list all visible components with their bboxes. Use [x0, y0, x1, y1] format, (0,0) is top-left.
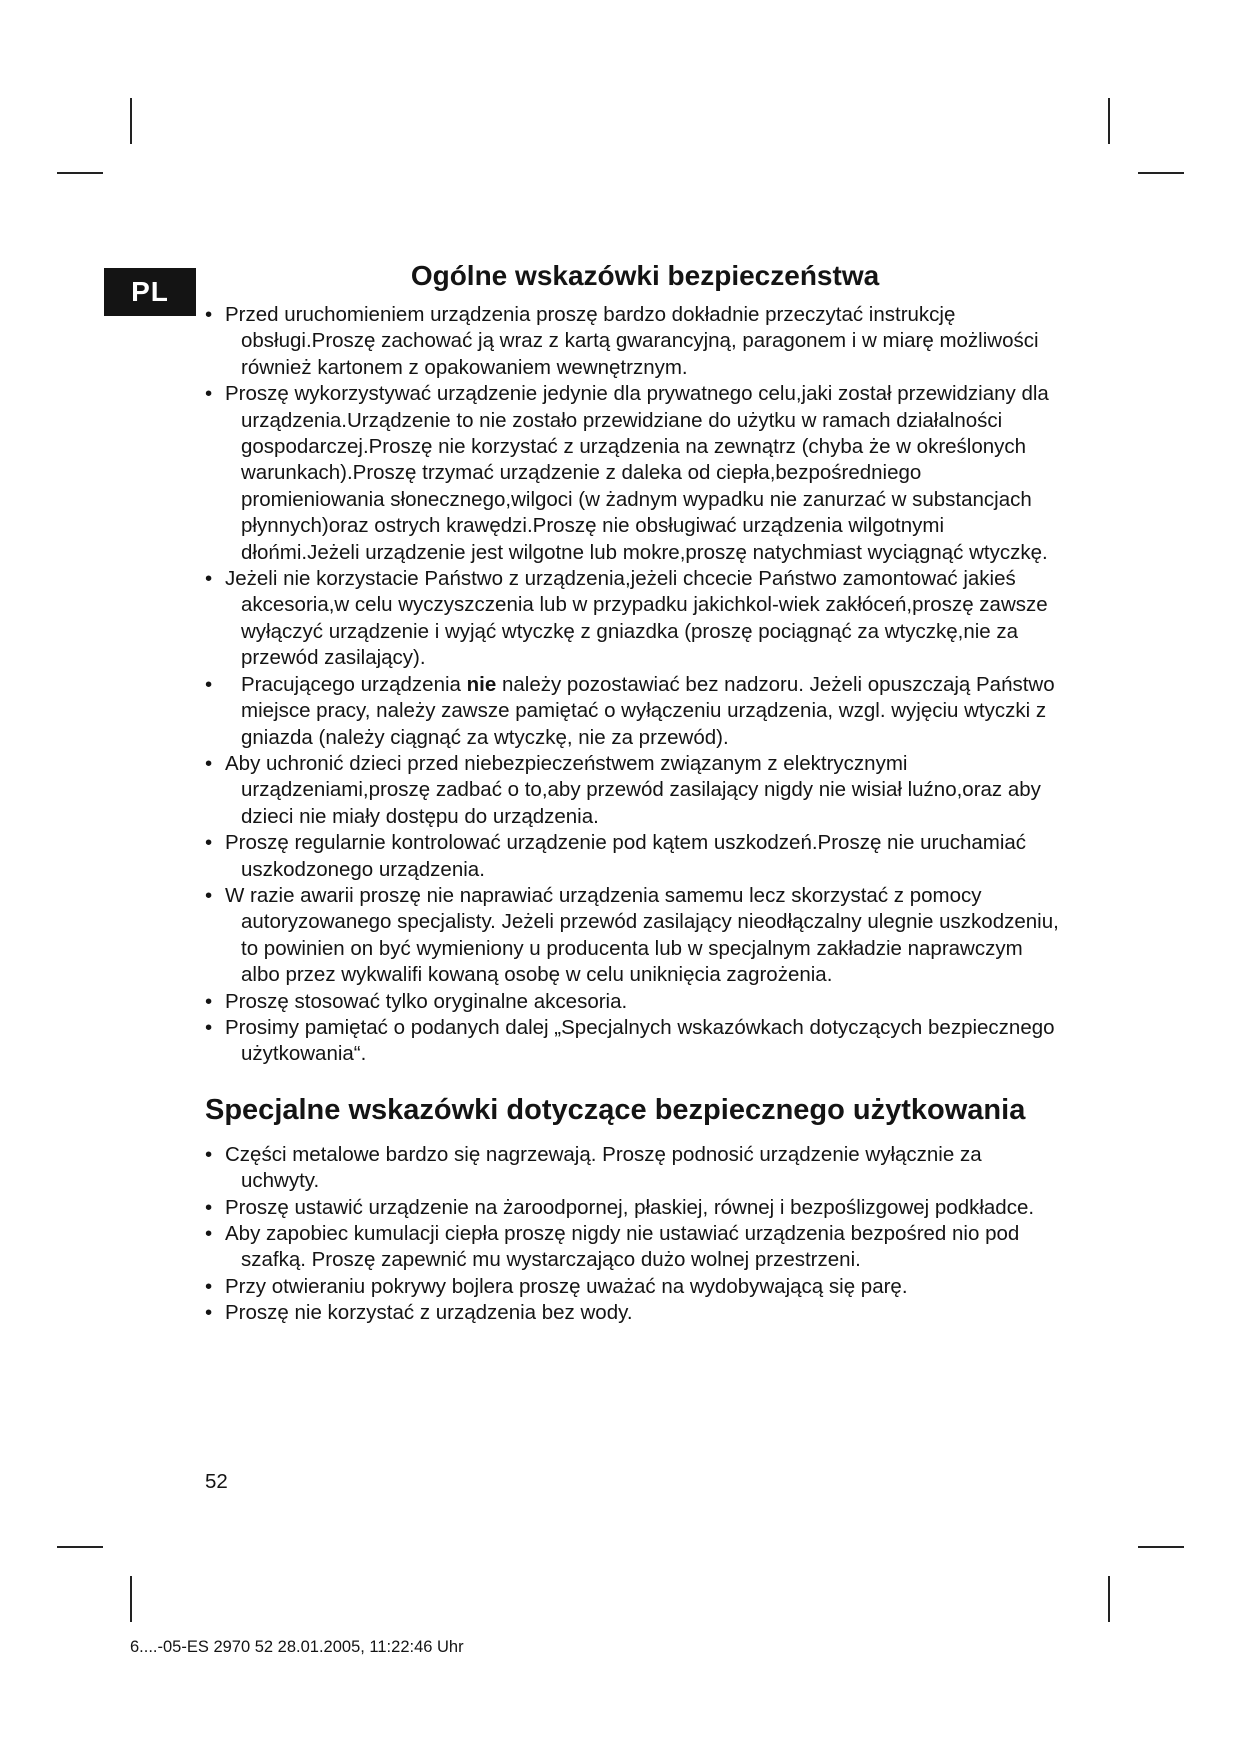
list-item: • Jeżeli nie korzystacie Państwo z urządzenia,jeżeli chcecie Państwo zamontować jakieś akcesoria,w celu wyczyszczenia lub w przypadku jakichkol-wiek zakłóceń,proszę zawsze wyłączyć urządzenie i wyjąć wtyczkę z gniazdka (proszę pociągnąć za wtyczkę,nie za przewód zasilający).: [205, 566, 1065, 672]
list-item: • Przed uruchomieniem urządzenia proszę bardzo dokładnie przeczytać instrukcję obsługi.Proszę zachować ją wraz z kartą gwarancyjną, paragonem i w miarę możliwości również kartonem z opakowaniem wewnętrznym.: [205, 302, 1065, 381]
crop-mark-top-right-v: [1108, 98, 1110, 144]
section-title-special-safety: Specjalne wskazówki dotyczące bezpiecznego użytkowania: [205, 1093, 1026, 1126]
list-item: • Części metalowe bardzo się nagrzewają. Proszę podnosić urządzenie wyłącznie za uchwyty.: [205, 1142, 1065, 1195]
list-item: • Proszę nie korzystać z urządzenia bez wody.: [205, 1300, 1065, 1326]
emphasis-nie: nie: [466, 672, 497, 696]
list-item: • W razie awarii proszę nie naprawiać urządzenia samemu lecz skorzystać z pomocy autoryzowanego specjalisty. Jeżeli przewód zasilający nieodłączalny ulegnie uszkodzeniu, to powinien on być wymieniony u producenta lub w specjalnym zakładzie naprawczym albo przez wykwalifi kowaną osobę w celu uniknięcia zagrożenia.: [205, 883, 1065, 989]
list-item: • Aby zapobiec kumulacji ciepła proszę nigdy nie ustawiać urządzenia bezpośred nio pod szafką. Proszę zapewnić mu wystarczająco dużo wolnej przestrzeni.: [205, 1221, 1065, 1274]
print-footer: 6....-05-ES 2970 52 28.01.2005, 11:22:46 Uhr: [130, 1638, 464, 1656]
crop-mark-top-left-v: [130, 98, 132, 144]
list-item: • Prosimy pamiętać o podanych dalej „Specjalnych wskazówkach dotyczących bezpiecznego użytkowania“.: [205, 1015, 1065, 1068]
crop-mark-bottom-right-h: [1138, 1546, 1184, 1548]
special-safety-list: [205, 1142, 1065, 1327]
list-item: • Aby uchronić dzieci przed niebezpieczeństwem związanym z elektrycznymi urządzeniami,proszę zadbać o to,aby przewód zasilający nigdy nie wisiał luźno,oraz aby dzieci nie miały dostępu do urządzenia.: [205, 751, 1065, 830]
general-safety-list: [205, 302, 1065, 1068]
list-item: • Proszę regularnie kontrolować urządzenie pod kątem uszkodzeń.Proszę nie uruchamiać uszkodzonego urządzenia.: [205, 830, 1065, 883]
crop-mark-bottom-right-v: [1108, 1576, 1110, 1622]
language-tab: PL: [104, 268, 196, 316]
crop-mark-bottom-left-h: [57, 1546, 103, 1548]
list-item: • Pracującego urządzenia nie należy pozostawiać bez nadzoru. Jeżeli opuszczają Państwo miejsce pracy, należy zawsze pamiętać o wyłączeniu urządzenia, wzgl. wyjęciu wtyczki z gniazda (należy ciągnąć za wtyczkę, nie za przewód).: [205, 672, 1065, 751]
page-number: 52: [205, 1470, 228, 1493]
section-title-general-safety: Ogólne wskazówki bezpieczeństwa: [410, 260, 880, 291]
list-item: • Proszę ustawić urządzenie na żaroodpornej, płaskiej, równej i bezpoślizgowej podkładce.: [205, 1195, 1065, 1221]
crop-mark-top-left-h: [57, 172, 103, 174]
list-item: • Proszę wykorzystywać urządzenie jedynie dla prywatnego celu,jaki został przewidziany dla urządzenia.Urządzenie to nie zostało przewidziane do użytku w ramach działalności gospodarczej.Proszę nie korzystać z urządzenia na zewnątrz (chyba że w określonych warunkach).Proszę trzymać urządzenie z daleka od ciepła,bezpośredniego promieniowania słonecznego,wilgoci (w żadnym wypadku nie zanurzać w substancjach płynnych)oraz ostrych krawędzi.Proszę nie obsługiwać urządzenia wilgotnymi dłońmi.Jeżeli urządzenie jest wilgotne lub mokre,proszę natychmiast wyciągnąć wtyczkę.: [205, 381, 1065, 566]
page-content: [205, 256, 1065, 1327]
crop-mark-top-right-h: [1138, 172, 1184, 174]
list-item: • Proszę stosować tylko oryginalne akcesoria.: [205, 989, 1065, 1015]
crop-mark-bottom-left-v: [130, 1576, 132, 1622]
list-item: • Przy otwieraniu pokrywy bojlera proszę uważać na wydobywającą się parę.: [205, 1274, 1065, 1300]
